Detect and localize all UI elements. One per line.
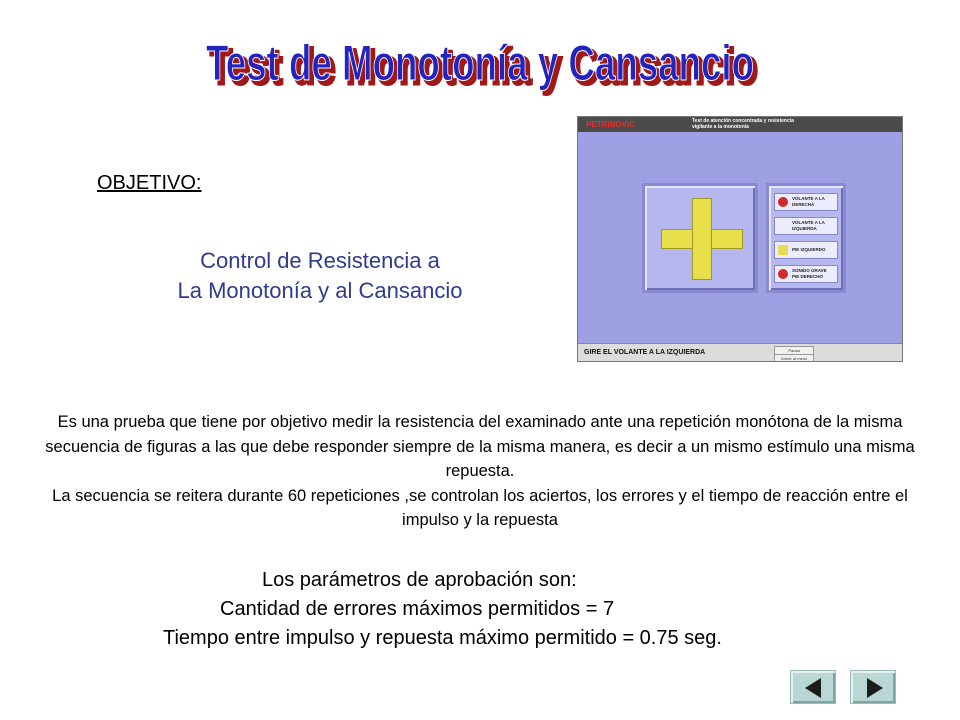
screenshot-header-text	[692, 118, 794, 130]
screenshot-menu-button: Volver al menú	[774, 354, 814, 362]
pedal-icon	[778, 245, 788, 255]
option-label-line-2: PIE DERECHO	[792, 273, 824, 279]
option-low-sound	[774, 265, 838, 283]
objective-label: OBJETIVO:	[97, 172, 202, 194]
option-steer-right	[774, 193, 838, 211]
screenshot-instruction: GIRE EL VOLANTE A LA IZQUIERDA	[584, 349, 706, 356]
option-label	[792, 220, 825, 231]
screenshot-brand: PETRINOVIC	[586, 120, 635, 129]
test-screenshot	[577, 116, 903, 362]
sound-icon	[778, 269, 788, 279]
page-title: Test de Monotonía y Cansancio	[206, 35, 754, 91]
option-label-line-2: DERECHA	[792, 201, 815, 207]
stimulus-panel	[642, 183, 758, 293]
screenshot-pause-button: Pausa	[774, 346, 814, 355]
option-label	[792, 268, 827, 279]
parameters-heading: Los parámetros de aprobación son:	[262, 569, 577, 591]
triangle-right-icon	[867, 678, 883, 698]
page-title-banner	[0, 22, 960, 102]
screenshot-header-line-2: vigilante a la monotonía	[692, 124, 749, 130]
option-label-line-1: PIE IZQUIERDO	[792, 247, 826, 252]
page-title-art	[190, 22, 770, 102]
option-label	[792, 247, 826, 253]
description-paragraph-2: La secuencia se reitera durante 60 repeticiones ,se controlan los aciertos, los errores y el tiempo de reacción entre el impulso y la repuesta	[52, 486, 908, 529]
screenshot-header-line-1: Test de atención concentrada y resistencia	[692, 118, 794, 124]
parameter-max-time: Tiempo entre impulso y repuesta máximo permitido = 0.75 seg.	[163, 627, 722, 649]
option-steer-left	[774, 217, 838, 235]
triangle-left-icon	[805, 678, 821, 698]
option-label-line-1: SONIDO GRAVE	[792, 268, 827, 273]
screenshot-header	[578, 117, 902, 132]
previous-button[interactable]	[790, 670, 836, 704]
option-left-foot	[774, 241, 838, 259]
screenshot-instruction-bar	[578, 343, 902, 362]
description-paragraph-1: Es una prueba que tiene por objetivo medir la resistencia del examinado ante una repetición monótona de la misma secuencia de figuras a las que debe responder siempre de la misma manera, es decir a un mismo estímulo una misma repuesta.	[45, 413, 915, 480]
option-label-line-1: VOLANTE A LA	[792, 220, 825, 225]
option-label	[792, 196, 825, 207]
objective-line-1: Control de Resistencia a	[200, 248, 440, 273]
option-label-line-1: VOLANTE A LA	[792, 196, 825, 201]
cross-icon	[692, 198, 712, 280]
response-options-panel	[766, 183, 846, 293]
stop-sign-icon	[778, 197, 788, 207]
objective-text	[110, 246, 530, 306]
page-title-shadow: Test de Monotonía y Cansancio	[210, 39, 758, 95]
description	[30, 410, 930, 533]
parameter-max-errors: Cantidad de errores máximos permitidos = 7	[220, 598, 615, 620]
objective-line-2: La Monotonía y al Cansancio	[177, 278, 463, 303]
option-label-line-2: IZQUIERDA	[792, 225, 817, 231]
next-button[interactable]	[850, 670, 896, 704]
